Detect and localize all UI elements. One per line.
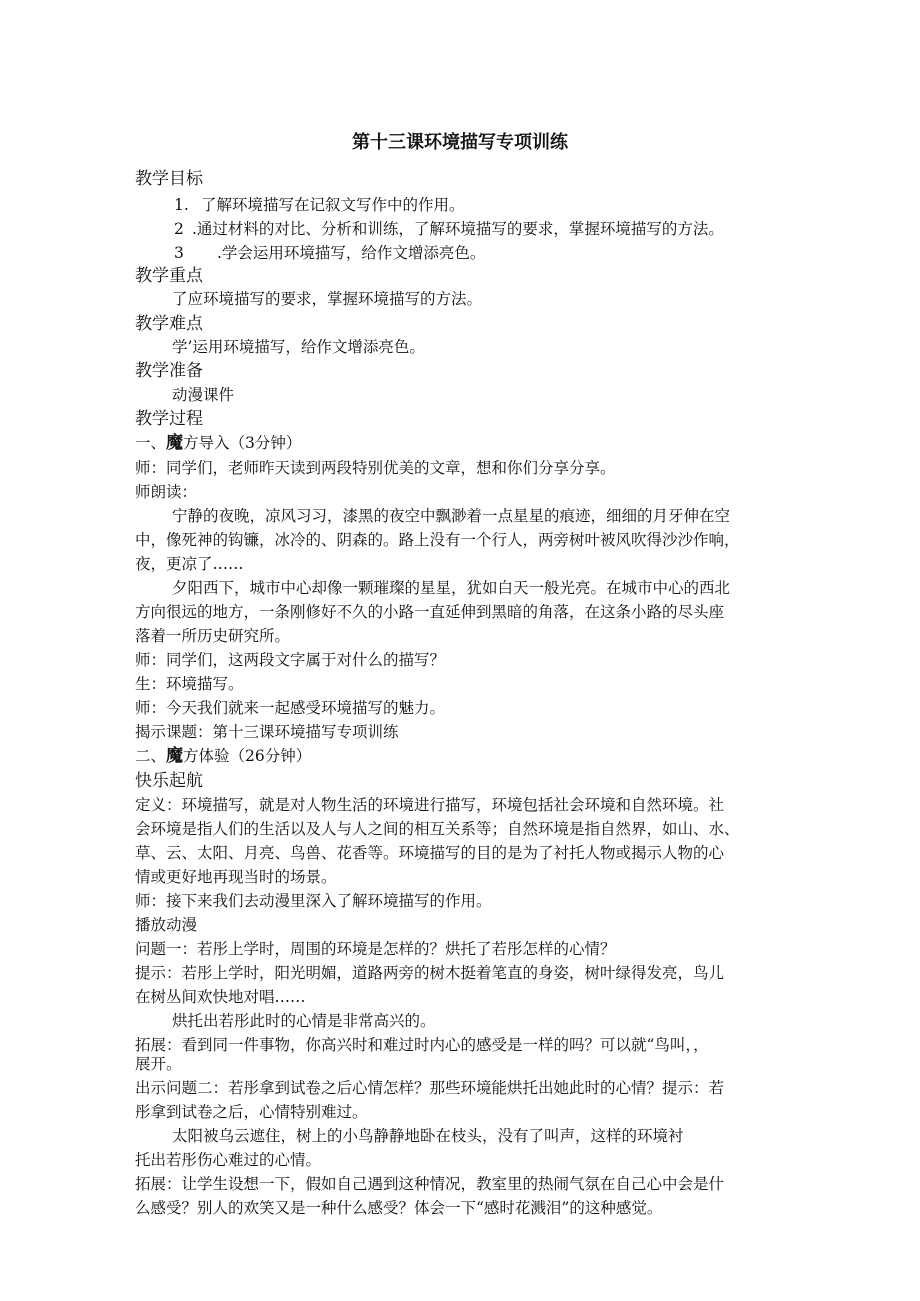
keypoint-text: 了应环境描写的要求，掌握环境描写的方法。: [172, 290, 483, 308]
section-1-bold: 魔: [166, 433, 184, 453]
passage-1-line-3: 夜，更凉了……: [135, 555, 244, 573]
teacher-line-2: 师：同学们，这两段文字属于对什么的描写？: [135, 651, 446, 669]
section-2-prefix: 二、: [135, 747, 167, 765]
teacher-line-4: 师：接下来我们去动漫里深入了解环境描写的作用。: [135, 892, 492, 910]
process-heading: 教学过程: [135, 409, 203, 429]
difficulty-text: 学’运用环境描写，给作文增添亮色。: [172, 338, 425, 356]
objective-1-text: 了解环境描写在记叙文写作中的作用。: [201, 196, 465, 214]
prep-heading: 教学准备: [135, 361, 203, 381]
objectives-heading: 教学目标: [135, 169, 203, 189]
objective-3-text: .学会运用环境描写，给作文增添亮色。: [217, 244, 486, 262]
student-line-1: 生：环境描写。: [135, 675, 244, 693]
extension-1-line-1: 拓展：看到同一件事物，你高兴时和难过时内心的感受是一样的吗？可以就“鸟叫，，: [135, 1036, 709, 1054]
section-2-rest: 方体验（26分钟）: [183, 747, 312, 765]
question-2-line-2: 彤拿到试卷之后，心情特别难过。: [135, 1103, 368, 1121]
section-1-prefix: 一、: [135, 434, 167, 452]
definition-line-4: 情或更好地再现当时的场景。: [135, 868, 337, 886]
play-animation: 播放动漫: [135, 916, 198, 934]
section-1-heading: [135, 433, 301, 453]
definition-line-2: 会环境是指人们的生活以及人与人之间的相互关系等；自然环境是指自然界，如山、水、: [135, 820, 740, 838]
definition-line-1: 定义：环境描写，就是对人物生活的环境进行描写，环境包括社会环境和自然环境。社: [135, 796, 725, 814]
objective-2-number: 2: [174, 220, 184, 238]
teacher-reads: 师朗读：: [135, 483, 198, 501]
section-2-heading: [135, 746, 311, 766]
definition-line-3: 草、云、太阳、月亮、鸟兽、花香等。环境描写的目的是为了衬托人物或揭示人物的心: [135, 844, 725, 862]
objective-2-text: .通过材料的对比、分析和训练，了解环境描写的要求，掌握环境描写的方法。: [192, 220, 724, 238]
teacher-line-3: 师：今天我们就来一起感受环境描写的魅力。: [135, 699, 446, 717]
extension-2-line-2: 么感受？别人的欢笑又是一种什么感受？体会一下“感时花溅泪”的这种感觉。: [135, 1199, 663, 1217]
question-1: 问题一：若彤上学时，周围的环境是怎样的？烘托了若彤怎样的心情？: [135, 940, 616, 958]
teacher-line-1: 师：同学们，老师昨天读到两段特别优美的文章，想和你们分享分享。: [135, 459, 616, 477]
section-2-bold: 魔: [166, 746, 184, 766]
extension-2-line-1: 拓展：让学生设想一下，假如自己遇到这种情况，教室里的热闹气氛在自己心中会是什: [135, 1175, 725, 1193]
page-title: 第十三课环境描写专项训练: [352, 132, 568, 153]
happy-start-heading: 快乐起航: [135, 771, 203, 791]
hint-1-line-1: 提示：若彤上学时，阳光明媚，道路两旁的树木挺着笔直的身姿，树叶绿得发亮，鸟儿: [135, 964, 725, 982]
passage-2-line-1: 夕阳西下，城市中心却像一颗璀璨的星星，犹如白天一般光亮。在城市中心的西北: [172, 579, 731, 597]
hint-1-line-3: 烘托出若彤此时的心情是非常高兴的。: [172, 1012, 436, 1030]
section-1-rest: 方导入（3分钟）: [183, 434, 302, 452]
hint-1-line-2: 在树丛间欢快地对唱……: [135, 988, 306, 1006]
question-2-line-4: 托出若彤伤心难过的心情。: [135, 1151, 322, 1169]
difficulty-heading: 教学难点: [135, 314, 203, 334]
question-2-line-3: 太阳被乌云遮住，树上的小鸟静静地卧在枝头，没有了叫声，这样的环境衬: [172, 1127, 684, 1145]
keypoint-heading: 教学重点: [135, 266, 203, 286]
passage-2-line-3: 落着一所历史研究所。: [135, 627, 291, 645]
objective-3-number: 3: [174, 244, 184, 262]
passage-1-line-1: 宁静的夜晚，凉风习习，漆黑的夜空中飘渺着一点星星的痕迹，细细的月牙伸在空: [172, 507, 731, 525]
passage-2-line-2: 方向很远的地方，一条刚修好不久的小路一直延伸到黑暗的角落，在这条小路的尽头座: [135, 603, 725, 621]
objective-1-number: 1.: [174, 196, 189, 214]
extension-1-line-2: 展开。: [135, 1055, 182, 1073]
prep-text: 动漫课件: [172, 386, 235, 404]
reveal-topic: 揭示课题：第十三课环境描写专项训练: [135, 723, 399, 741]
passage-1-line-2: 中，像死神的钩镰，冰冷的、阴森的。路上没有一个行人，两旁树叶被风吹得沙沙作响，: [135, 531, 740, 549]
question-2-line-1: 出示问题二：若彤拿到试卷之后心情怎样？那些环境能烘托出她此时的心情？提示：若: [135, 1079, 725, 1097]
